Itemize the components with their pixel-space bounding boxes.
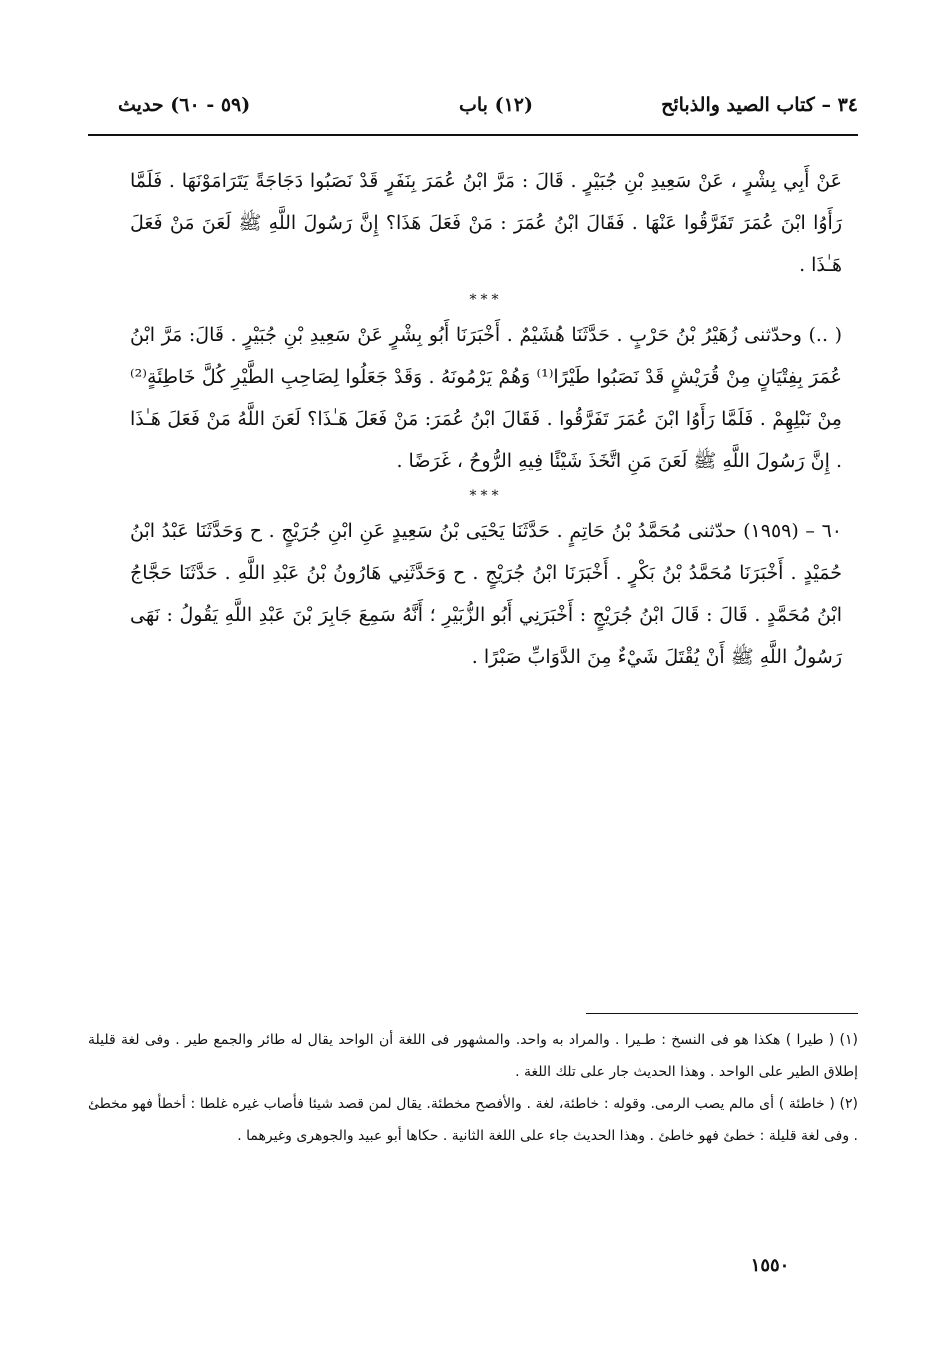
chapter-label: (١٢) باب <box>459 94 533 116</box>
page-number: ١٥٥٠ <box>750 1255 790 1276</box>
paragraph-3: ٦٠ – (١٩٥٩) حدّثنى مُحَمَّدُ بْنُ حَاتِمٍ . حَدَّثَنَا يَحْيَى بْنُ سَعِيدٍ عَنِ ابْنِ جُرَيْجٍ . ح وَحَدَّثَنَا عَبْدُ ابْنُ حُمَيْدٍ . أَخْبَرَنَا مُحَمَّدُ بْنُ بَكْرٍ . أَخْبَرَنَا ابْنُ جُرَيْجٍ . ح وَحَدَّثَنِي هَارُونُ بْنُ عَبْدِ اللَّهِ . حَدَّثَنَا حَجَّاجُ ابْنُ مُحَمَّدٍ . قَالَ : قَالَ ابْنُ جُرَيْجٍ : أَخْبَرَنِي أَبُو الزُّبَيْرِ ؛ أَنَّهُ سَمِعَ جَابِرَ بْنَ عَبْدِ اللَّهِ يَقُولُ : نَهَى رَسُولُ اللَّهِ ﷺ أَنْ يُقْتَلَ شَيْءٌ مِنَ الدَّوَابِّ صَبْرًا . <box>130 520 842 668</box>
paragraph-1: عَنْ أَبِي بِشْرٍ ، عَنْ سَعِيدِ بْنِ جُبَيْرٍ . قَالَ : مَرَّ ابْنُ عُمَرَ بِنَفَرٍ قَدْ نَصَبُوا دَجَاجَةً يَتَرَامَوْنَهَا . فَلَمَّا رَأَوُا ابْنَ عُمَرَ تَفَرَّقُوا عَنْهَا . فَقَالَ ابْنُ عُمَرَ : مَنْ فَعَلَ هَذَا؟ إِنَّ رَسُولَ اللَّهِ ﷺ لَعَنَ مَنْ فَعَلَ هَـٰذَا . <box>130 170 842 276</box>
header-rule <box>88 134 858 136</box>
footnote-rule <box>586 1013 858 1014</box>
footnotes <box>88 1024 858 1152</box>
main-text <box>130 160 842 678</box>
running-header <box>88 88 858 128</box>
section-separator: *** <box>469 292 503 308</box>
hadith-range: (٥٩ - ٦٠) حديث <box>118 94 251 116</box>
paragraph-2: ( ..) وحدّثنى زُهَيْرُ بْنُ حَرْبٍ . حَدَّثَنَا هُشَيْمٌ . أَخْبَرَنَا أَبُو بِشْرٍ عَنْ سَعِيدِ بْنِ جُبَيْرٍ . قَالَ: مَرَّ ابْنُ عُمَرَ بِفِتْيَانٍ مِنْ قُرَيْشٍ قَدْ نَصَبُوا طَيْرًا⁽¹⁾ وَهُمْ يَرْمُونَهُ . وَقَدْ جَعَلُوا لِصَاحِبِ الطَّيْرِ كُلَّ خَاطِئَةٍ⁽²⁾ مِنْ نَبْلِهِمْ . فَلَمَّا رَأَوُا ابْنَ عُمَرَ تَفَرَّقُوا . فَقَالَ ابْنُ عُمَرَ: مَنْ فَعَلَ هَـٰذَا؟ لَعَنَ اللَّهُ مَنْ فَعَلَ هَـٰذَا . إِنَّ رَسُولَ اللَّهِ ﷺ لَعَنَ مَنِ اتَّخَذَ شَيْئًا فِيهِ الرُّوحُ ، غَرَضًا . <box>130 324 842 472</box>
footnote-2: (٢) ( خاطئة ) أى مالم يصب الرمى. وقوله : خاطئة، لغة . والأفصح مخطئة. يقال لمن قصد شيئا فأصاب غيره غلطا : أخطأ فهو مخطئ . وفى لغة قليلة : خطئ فهو خاطئ . وهذا الحديث جاء على اللغة الثانية . حكاها أبو عبيد والجوهرى وغيرهما . <box>88 1096 858 1144</box>
footnote-1: (١) ( طيرا ) هكذا هو فى النسخ : طـيرا . والمراد به واحد. والمشهور فى اللغة أن الواحد يقال له طائر والجمع طير . وفى لغة قليلة إطلاق الطير على الواحد . وهذا الحديث جار على تلك اللغة . <box>88 1032 858 1080</box>
book-title: ٣٤ – كتاب الصيد والذبائح <box>661 94 858 116</box>
section-separator: *** <box>469 488 503 504</box>
